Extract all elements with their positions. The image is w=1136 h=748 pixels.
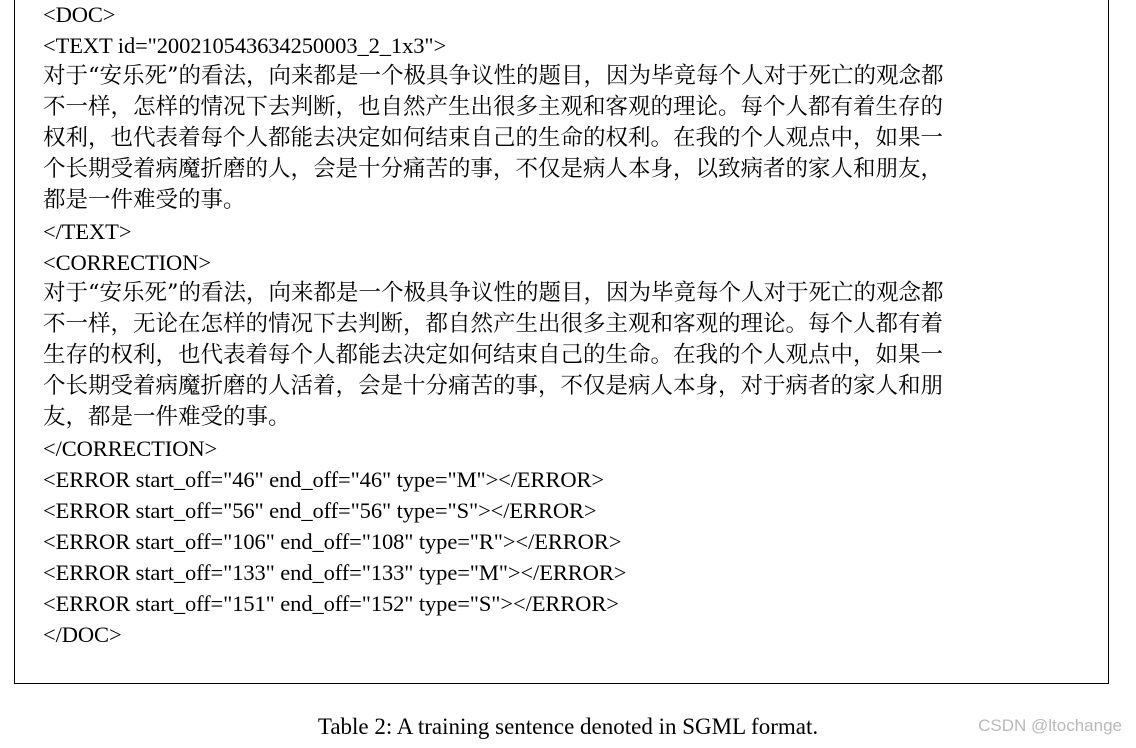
text-body-line-2: 不一样，怎样的情况下去判断，也自然产生出很多主观和客观的理论。每个人都有着生存的 bbox=[43, 94, 944, 120]
correction-body-line-1: 对于“安乐死”的看法，向来都是一个极具争议性的题目，因为毕竟每个人对于死亡的观念都 bbox=[43, 280, 944, 306]
sgml-content bbox=[43, 0, 1118, 650]
error-line-1: <ERROR start_off="46" end_off="46" type="M"></ERROR> bbox=[43, 467, 605, 492]
error-line-4: <ERROR start_off="133" end_off="133" type="M"></ERROR> bbox=[43, 560, 627, 585]
correction-body-line-3: 生存的权利，也代表着每个人都能去决定如何结束自己的生命。在我的个人观点中，如果一 bbox=[43, 342, 944, 368]
error-line-5: <ERROR start_off="151" end_off="152" type="S"></ERROR> bbox=[43, 591, 619, 616]
csdn-watermark: CSDN @ltochange bbox=[978, 716, 1122, 735]
sgml-table-box bbox=[14, 0, 1109, 684]
text-body-line-4: 个长期受着病魔折磨的人，会是十分痛苦的事，不仅是病人本身，以致病者的家人和朋友， bbox=[43, 156, 944, 182]
correction-open-line: <CORRECTION> bbox=[43, 250, 211, 275]
doc-close-line: </DOC> bbox=[43, 622, 122, 647]
doc-open-line: <DOC> bbox=[43, 2, 116, 27]
table-caption: Table 2: A training sentence denoted in SGML format. bbox=[317, 714, 819, 739]
correction-body-line-4: 个长期受着病魔折磨的人活着，会是十分痛苦的事，不仅是病人本身，对于病者的家人和朋 bbox=[43, 373, 944, 399]
error-line-3: <ERROR start_off="106" end_off="108" type="R"></ERROR> bbox=[43, 529, 622, 554]
correction-body-line-5: 友，都是一件难受的事。 bbox=[43, 404, 291, 430]
text-body-line-3: 权利，也代表着每个人都能去决定如何结束自己的生命的权利。在我的个人观点中，如果一 bbox=[43, 125, 944, 151]
correction-close-line: </CORRECTION> bbox=[43, 436, 218, 461]
error-line-2: <ERROR start_off="56" end_off="56" type="S"></ERROR> bbox=[43, 498, 597, 523]
text-close-line: </TEXT> bbox=[43, 219, 132, 244]
text-open-line: <TEXT id="200210543634250003_2_1x3"> bbox=[43, 33, 447, 58]
correction-body-line-2: 不一样，无论在怎样的情况下去判断，都自然产生出很多主观和客观的理论。每个人都有着 bbox=[43, 311, 944, 337]
text-body-line-5: 都是一件难受的事。 bbox=[43, 187, 246, 213]
text-body-line-1: 对于“安乐死”的看法，向来都是一个极具争议性的题目，因为毕竟每个人对于死亡的观念都 bbox=[43, 63, 944, 89]
